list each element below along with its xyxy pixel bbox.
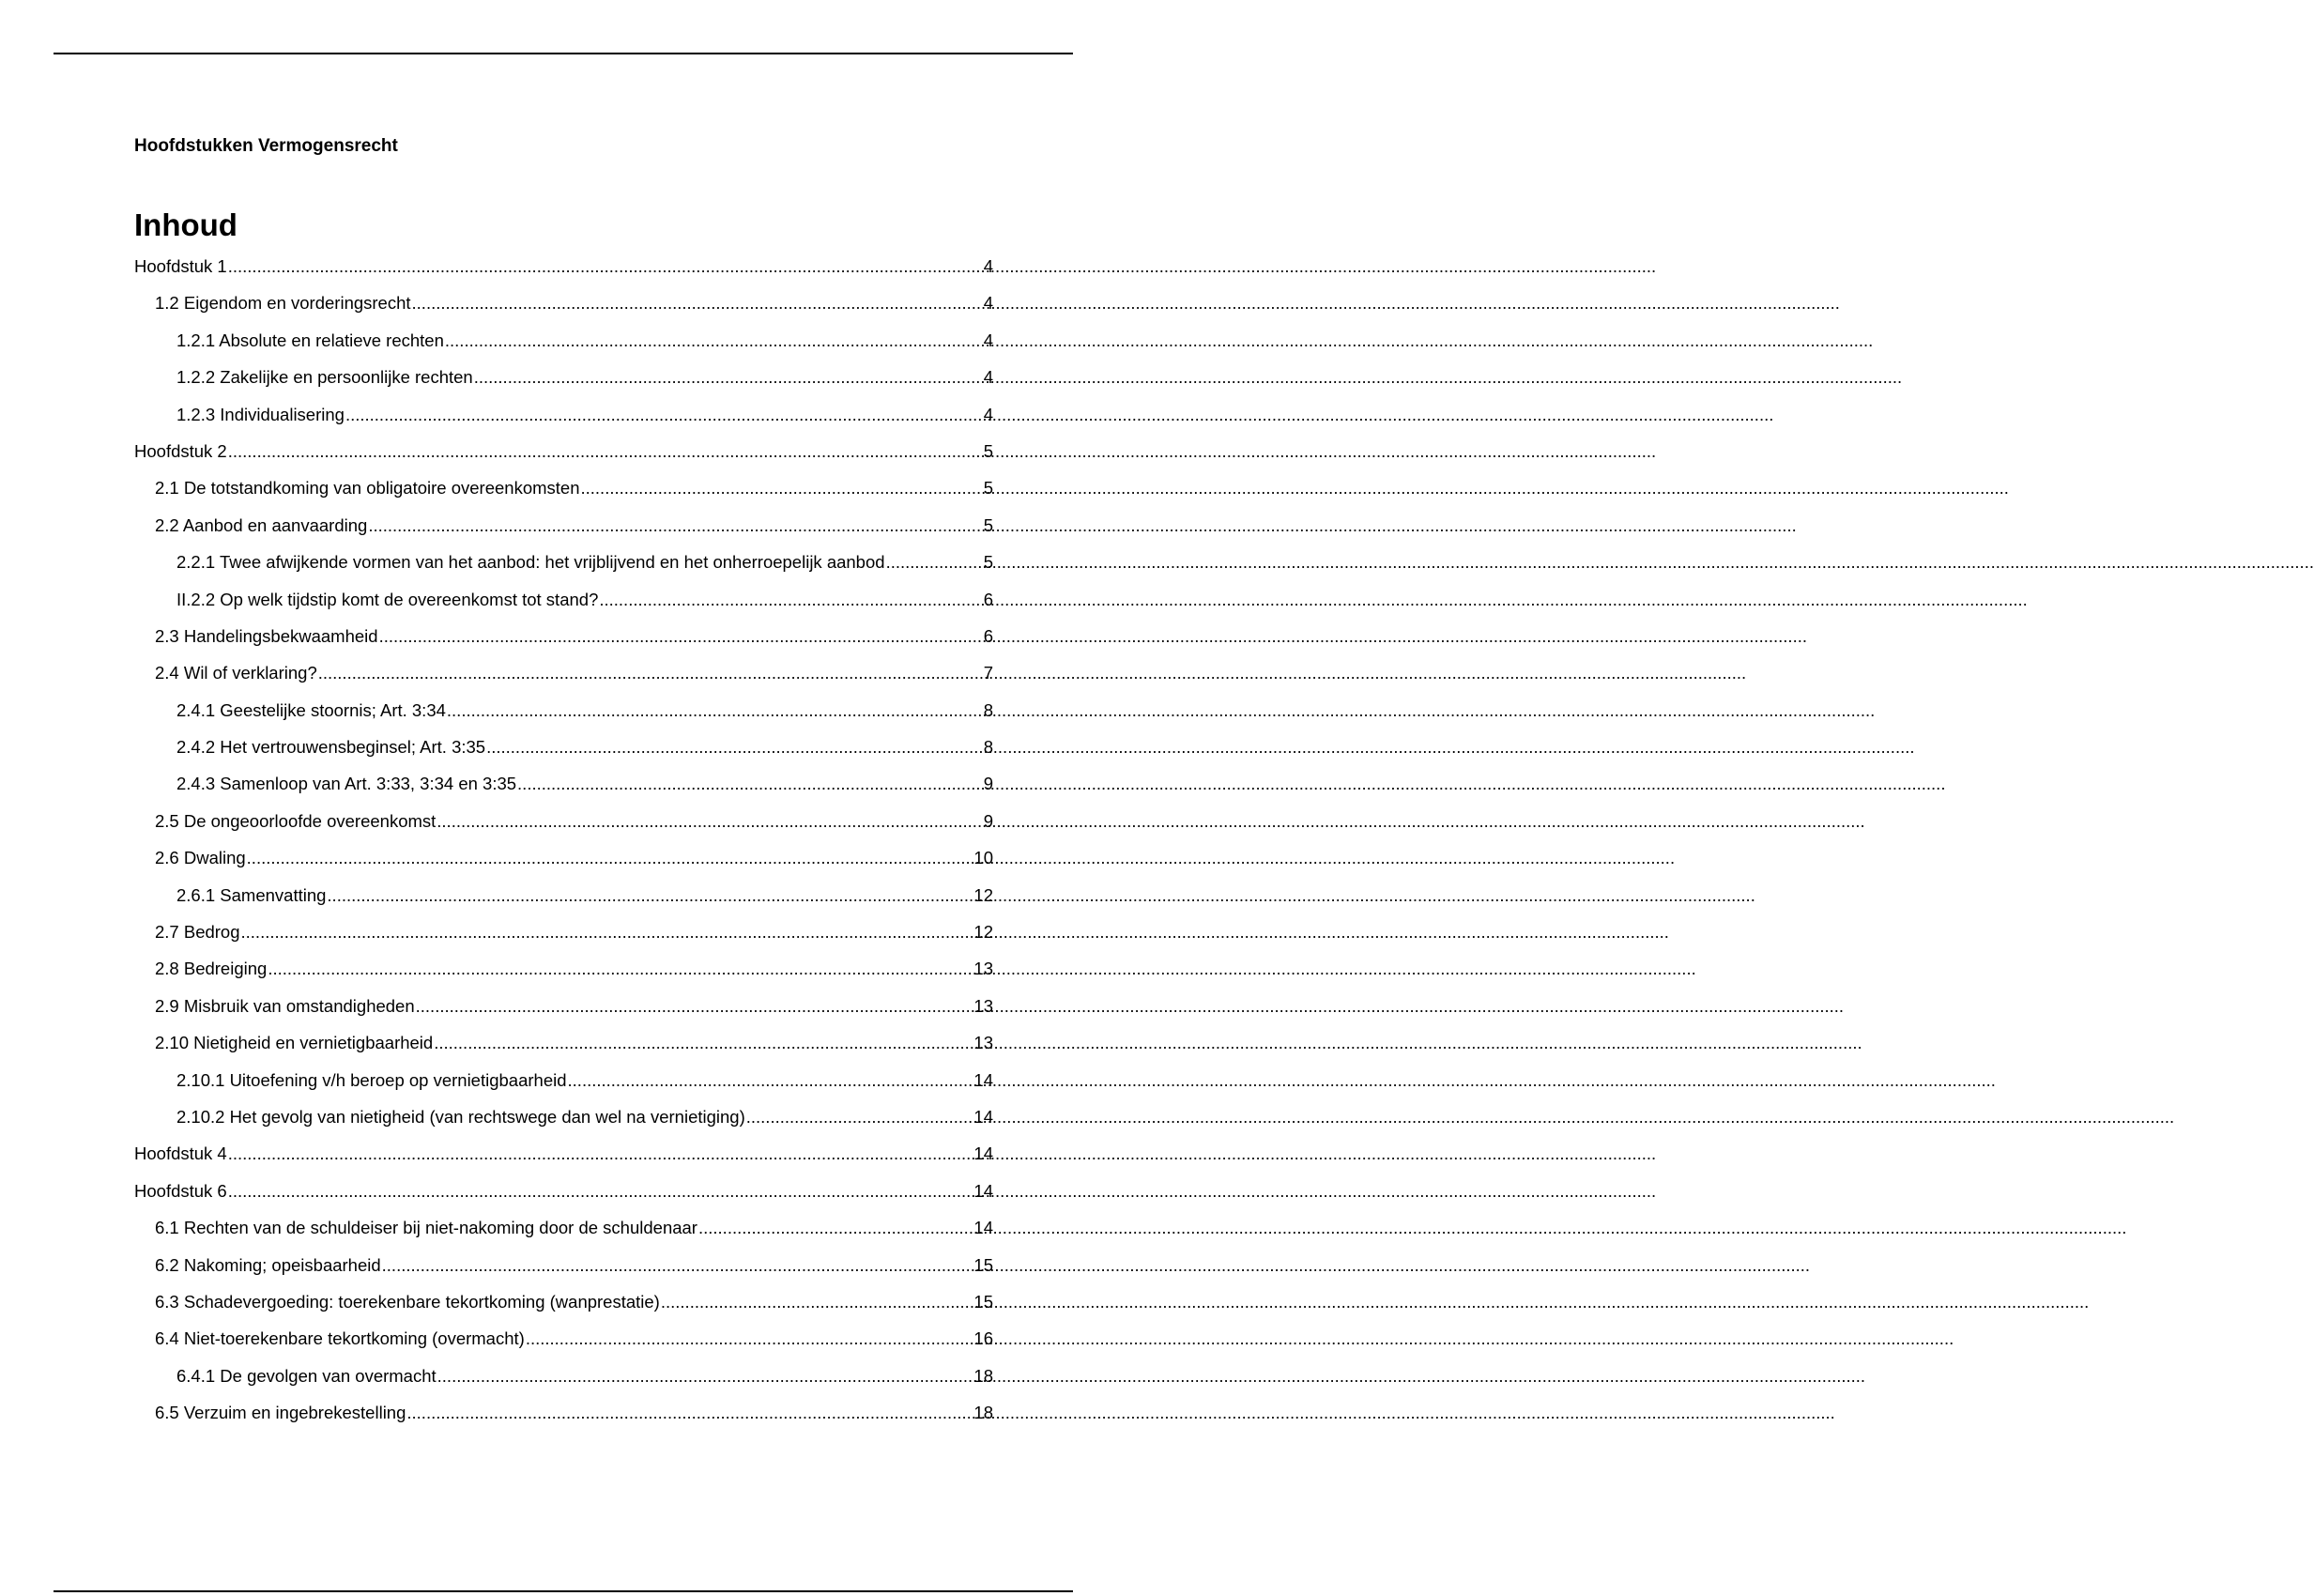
toc-dot-leader <box>345 405 983 425</box>
toc-dot-leader <box>228 441 983 462</box>
toc-entry-title[interactable]: 2.4.2 Het vertrouwensbeginsel; Art. 3:35 <box>176 737 486 758</box>
toc-entry[interactable] <box>134 293 993 330</box>
toc-page-number[interactable]: 4 <box>983 256 993 276</box>
toc-page-number[interactable]: 4 <box>983 330 993 350</box>
toc-page-number[interactable]: 8 <box>983 699 993 720</box>
toc-entry[interactable] <box>134 1033 993 1069</box>
toc-entry[interactable] <box>134 1070 993 1107</box>
toc-entry[interactable] <box>134 1218 993 1254</box>
toc-entry-title[interactable]: 2.4 Wil of verklaring? <box>155 663 317 683</box>
toc-entry-title[interactable]: 2.6 Dwaling <box>155 848 246 868</box>
toc-entry-title[interactable]: 2.4.3 Samenloop van Art. 3:33, 3:34 en 3:35 <box>176 774 517 794</box>
toc-page-number[interactable]: 14 <box>973 1143 993 1164</box>
toc-entry[interactable] <box>134 700 993 737</box>
toc-entry[interactable] <box>134 1107 993 1143</box>
toc-entry-title[interactable]: 2.6.1 Samenvatting <box>176 884 327 905</box>
toc-dot-leader <box>247 848 973 868</box>
toc-entry-title[interactable]: Hoofdstuk 1 <box>134 256 227 276</box>
toc-dot-leader <box>886 552 983 573</box>
toc-page-number[interactable]: 14 <box>973 1106 993 1127</box>
toc-page-number[interactable]: 8 <box>983 737 993 758</box>
toc-entry-title[interactable]: II.2.2 Op welk tijdstip komt de overeenkomst tot stand? <box>176 589 599 609</box>
toc-page-number[interactable]: 5 <box>983 552 993 573</box>
toc-page-number[interactable]: 6 <box>983 625 993 646</box>
toc-entry-title[interactable]: 6.1 Rechten van de schuldeiser bij niet-nakoming door de schuldenaar <box>155 1218 697 1238</box>
toc-dot-leader <box>268 959 973 979</box>
toc-entry-title[interactable]: 2.8 Bedreiging <box>155 959 268 979</box>
toc-entry[interactable] <box>134 478 993 514</box>
toc-entry[interactable] <box>134 367 993 404</box>
toc-dot-leader <box>517 774 983 794</box>
document-body <box>134 131 993 1423</box>
toc-entry-title[interactable]: 6.4.1 De gevolgen van overmacht <box>176 1365 437 1386</box>
toc-entry[interactable] <box>134 441 993 478</box>
toc-entry[interactable] <box>134 552 993 589</box>
toc-page-number[interactable]: 10 <box>973 848 993 868</box>
toc-entry-title[interactable]: 6.4 Niet-toerekenbare tekortkoming (overmacht) <box>155 1328 525 1349</box>
toc-page-number[interactable]: 12 <box>973 884 993 905</box>
toc-entry-title[interactable]: 2.5 De ongeoorloofde overeenkomst <box>155 810 437 831</box>
toc-dot-leader <box>486 737 983 758</box>
toc-entry-title[interactable]: 2.3 Handelingsbekwaamheid <box>155 625 378 646</box>
toc-page-number[interactable]: 14 <box>973 1069 993 1090</box>
toc-dot-leader <box>327 885 973 906</box>
toc-entry[interactable] <box>134 1292 993 1328</box>
toc-page-number[interactable]: 13 <box>973 995 993 1016</box>
toc-dot-leader <box>434 1033 973 1053</box>
toc-page-number[interactable]: 5 <box>983 514 993 535</box>
toc-page-number[interactable]: 13 <box>973 959 993 979</box>
toc-page-number[interactable]: 7 <box>983 663 993 683</box>
toc-entry-title[interactable]: 6.5 Verzuim en ingebrekestelling <box>155 1403 406 1423</box>
footer-rule <box>54 1590 1073 1592</box>
toc-entry[interactable] <box>134 663 993 699</box>
toc-entry-title[interactable]: 1.2.2 Zakelijke en persoonlijke rechten <box>176 367 473 388</box>
toc-page-number[interactable]: 13 <box>973 1033 993 1053</box>
toc-entry[interactable] <box>134 256 993 293</box>
toc-entry[interactable] <box>134 811 993 848</box>
table-of-contents <box>134 256 993 1440</box>
toc-page-number[interactable]: 4 <box>983 367 993 388</box>
toc-entry-title[interactable]: 2.10.2 Het gevolg van nietigheid (van rechtswege dan wel na vernietiging) <box>176 1106 745 1127</box>
toc-page-number[interactable]: 12 <box>973 922 993 943</box>
toc-entry[interactable] <box>134 996 993 1033</box>
toc-entry-title[interactable]: 2.2.1 Twee afwijkende vormen van het aanbod: het vrijblijvend en het onherroepelijk aanbod <box>176 552 885 573</box>
toc-dot-leader <box>698 1218 973 1238</box>
toc-dot-leader <box>228 1143 973 1164</box>
toc-dot-leader <box>379 626 983 647</box>
toc-entry[interactable] <box>134 626 993 663</box>
header-rule <box>54 53 1073 54</box>
toc-dot-leader <box>447 700 983 721</box>
toc-page-number[interactable]: 9 <box>983 774 993 794</box>
toc-dot-leader <box>746 1107 973 1128</box>
toc-entry[interactable] <box>134 1328 993 1365</box>
toc-entry[interactable] <box>134 922 993 959</box>
toc-dot-leader <box>228 1181 973 1202</box>
toc-heading: Inhoud <box>134 207 238 242</box>
toc-entry-title[interactable]: 2.2 Aanbod en aanvaarding <box>155 514 368 535</box>
toc-dot-leader <box>437 811 982 832</box>
toc-dot-leader <box>568 1070 973 1091</box>
toc-dot-leader <box>241 922 973 943</box>
toc-dot-leader <box>445 330 983 351</box>
toc-page-number[interactable]: 15 <box>973 1254 993 1275</box>
toc-entry-title[interactable]: 2.10.1 Uitoefening v/h beroep op vernietigbaarheid <box>176 1069 567 1090</box>
toc-entry[interactable] <box>134 1403 993 1439</box>
toc-entry[interactable] <box>134 959 993 995</box>
toc-entry-title[interactable]: Hoofdstuk 6 <box>134 1180 227 1201</box>
document-title: Hoofdstukken Vermogensrecht <box>134 136 398 156</box>
toc-dot-leader <box>368 515 982 536</box>
toc-entry[interactable] <box>134 1143 993 1180</box>
toc-page-number[interactable]: 6 <box>983 589 993 609</box>
toc-page-number[interactable]: 9 <box>983 810 993 831</box>
toc-entry-title[interactable]: Hoofdstuk 2 <box>134 440 227 461</box>
toc-dot-leader <box>599 590 982 610</box>
toc-page-number[interactable]: 18 <box>973 1403 993 1423</box>
toc-entry-title[interactable]: 2.1 De totstandkoming van obligatoire overeenkomsten <box>155 478 580 499</box>
toc-entry[interactable] <box>134 405 993 441</box>
toc-dot-leader <box>416 996 973 1017</box>
toc-page-number[interactable]: 5 <box>983 478 993 499</box>
toc-entry-title[interactable]: 1.2 Eigendom en vorderingsrecht <box>155 293 411 314</box>
toc-dot-leader <box>228 256 983 277</box>
toc-entry-title[interactable]: 2.4.1 Geestelijke stoornis; Art. 3:34 <box>176 699 446 720</box>
toc-page-number[interactable]: 18 <box>973 1365 993 1386</box>
toc-entry[interactable] <box>134 1366 993 1403</box>
toc-entry-title[interactable]: 1.2.3 Individualisering <box>176 404 345 424</box>
toc-entry[interactable] <box>134 1181 993 1218</box>
toc-entry[interactable] <box>134 515 993 552</box>
toc-entry[interactable] <box>134 848 993 884</box>
toc-entry-title[interactable]: 6.3 Schadevergoeding: toerekenbare tekortkoming (wanprestatie) <box>155 1291 660 1312</box>
toc-dot-leader <box>382 1255 973 1276</box>
toc-page-number[interactable]: 14 <box>973 1180 993 1201</box>
toc-entry[interactable] <box>134 774 993 810</box>
toc-entry-title[interactable]: 2.7 Bedrog <box>155 922 240 943</box>
toc-entry[interactable] <box>134 1255 993 1292</box>
toc-entry[interactable] <box>134 330 993 367</box>
toc-entry-title[interactable]: 1.2.1 Absolute en relatieve rechten <box>176 330 444 350</box>
toc-dot-leader <box>406 1403 973 1423</box>
toc-dot-leader <box>661 1292 973 1312</box>
toc-page-number[interactable]: 4 <box>983 293 993 314</box>
toc-entry[interactable] <box>134 590 993 626</box>
toc-dot-leader <box>474 367 983 388</box>
toc-entry-title[interactable]: 2.10 Nietigheid en vernietigbaarheid <box>155 1033 434 1053</box>
toc-page-number[interactable]: 14 <box>973 1218 993 1238</box>
toc-dot-leader <box>581 478 983 499</box>
toc-page-number[interactable]: 4 <box>983 404 993 424</box>
toc-dot-leader <box>412 293 983 314</box>
toc-page-number[interactable]: 5 <box>983 440 993 461</box>
toc-entry[interactable] <box>134 885 993 922</box>
toc-entry-title[interactable]: 2.9 Misbruik van omstandigheden <box>155 995 415 1016</box>
toc-page-number[interactable]: 15 <box>973 1291 993 1312</box>
toc-entry-title[interactable]: Hoofdstuk 4 <box>134 1143 227 1164</box>
toc-dot-leader <box>318 663 983 683</box>
toc-dot-leader <box>526 1328 973 1349</box>
toc-dot-leader <box>437 1366 973 1387</box>
toc-entry[interactable] <box>134 737 993 774</box>
toc-entry-title[interactable]: 6.2 Nakoming; opeisbaarheid <box>155 1254 381 1275</box>
toc-page-number[interactable]: 16 <box>973 1328 993 1349</box>
